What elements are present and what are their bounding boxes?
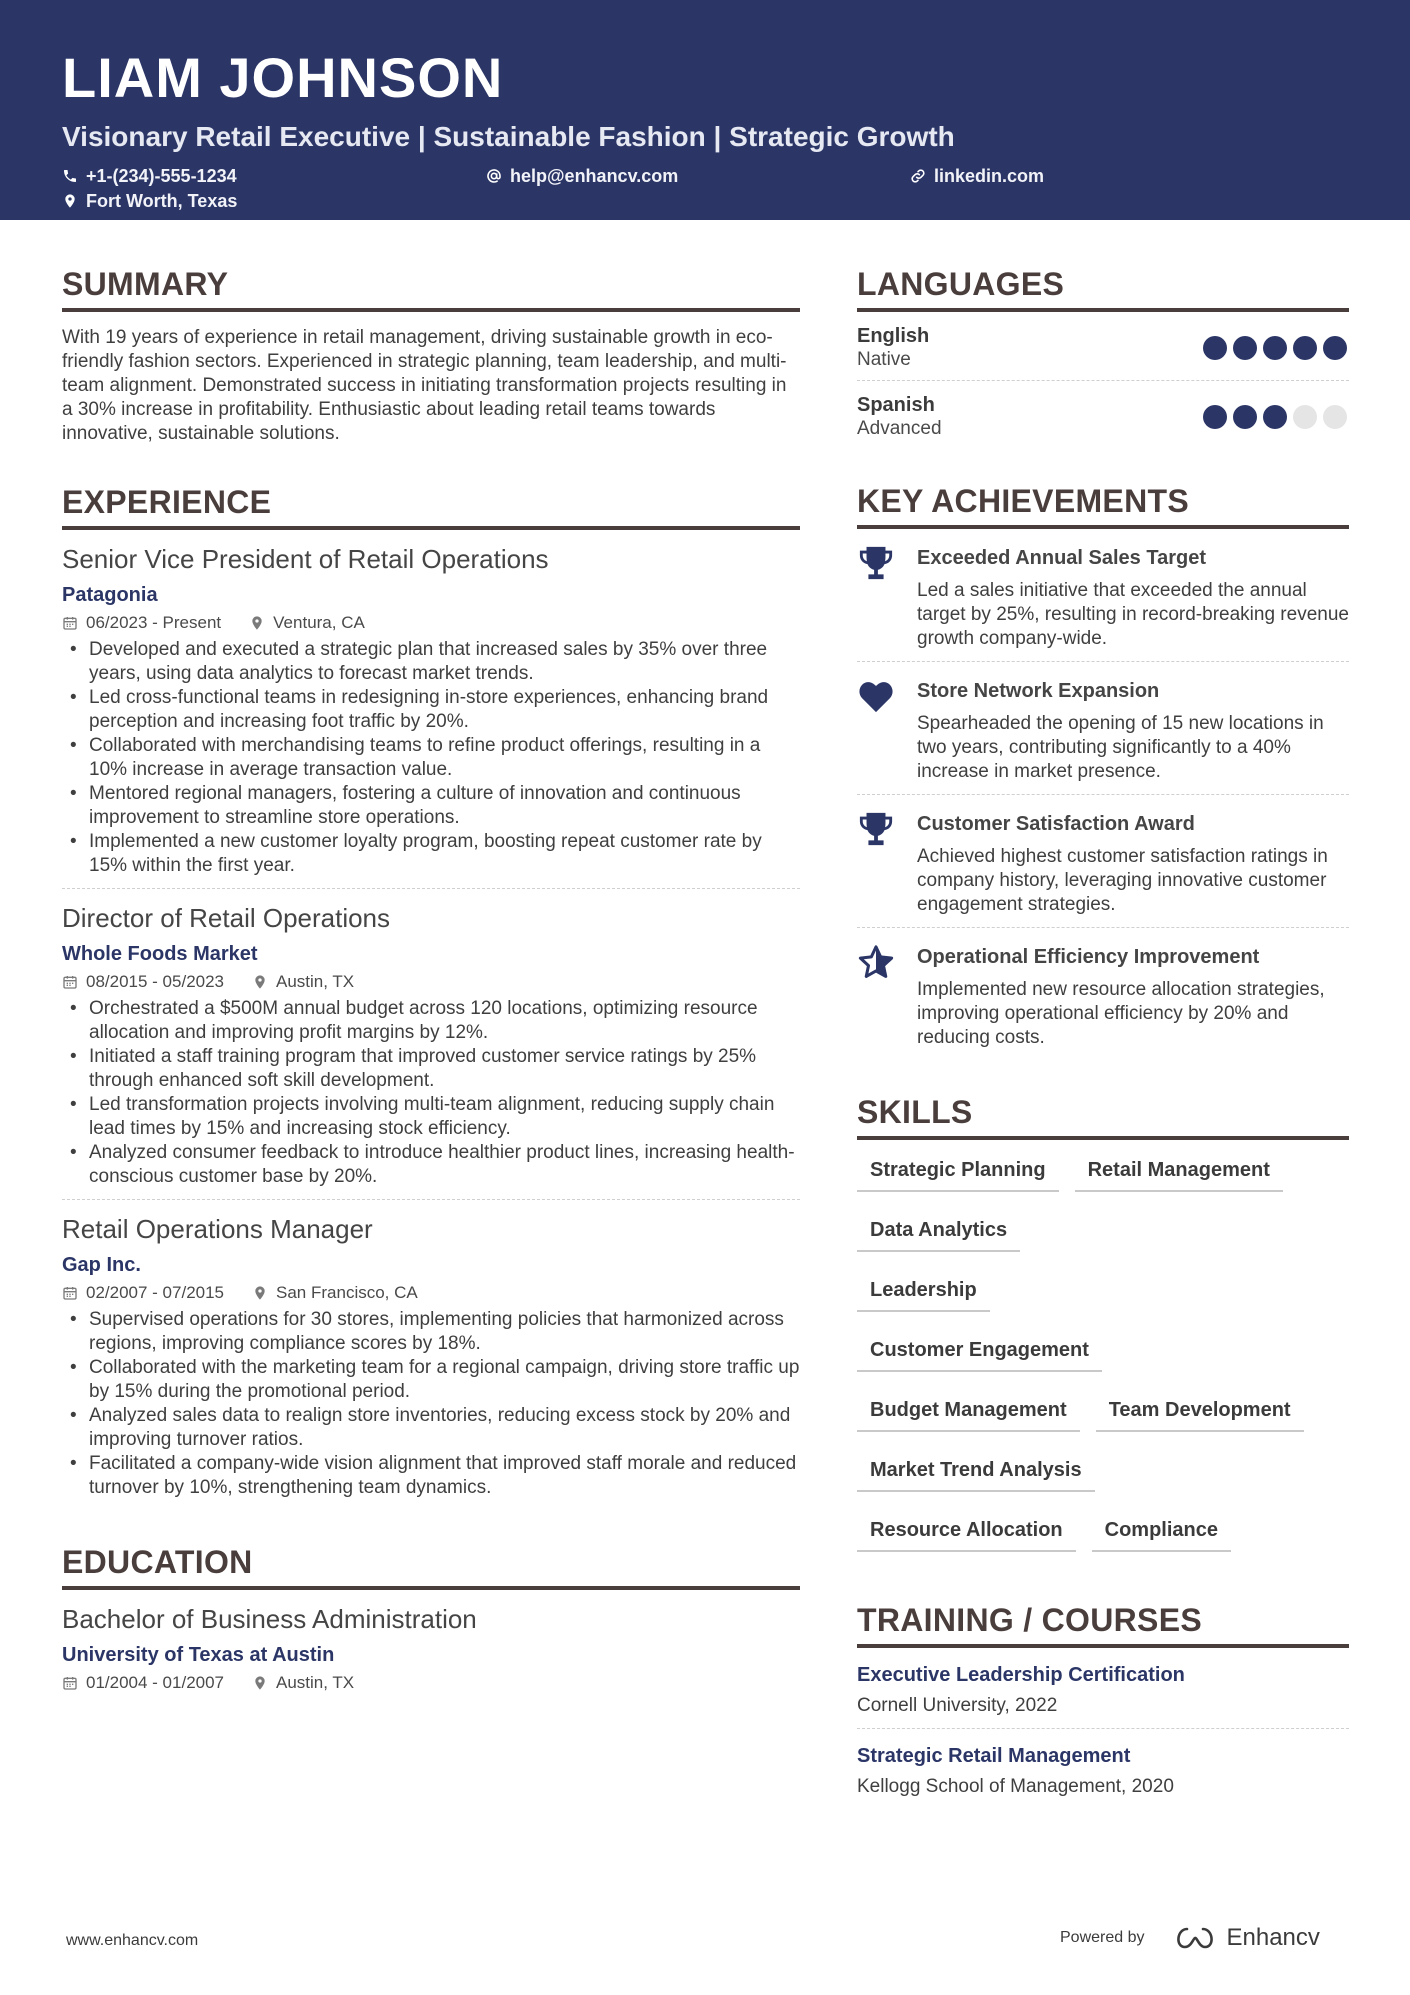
summary-heading: SUMMARY <box>62 262 800 312</box>
course-institution: Kellogg School of Management, 2020 <box>857 1776 1174 1797</box>
languages-heading: LANGUAGES <box>857 262 1349 312</box>
job-entry <box>62 1200 800 1510</box>
education-dates <box>62 1672 224 1694</box>
course-institution: Cornell University, 2022 <box>857 1695 1058 1716</box>
left-column <box>62 262 800 1738</box>
achievement-desc: Implemented new resource allocation strategies, improving operational efficiency by 20% and reducing costs. <box>917 979 1325 1048</box>
education-section <box>62 1540 800 1704</box>
email-text: help@enhancv.com <box>510 165 679 186</box>
company-name: Gap Inc. <box>62 1254 141 1276</box>
job-title: Director of Retail Operations <box>62 903 391 933</box>
rating-dot-empty <box>1323 405 1347 429</box>
location-pin-icon <box>252 1285 268 1301</box>
rating-dot-filled <box>1293 336 1317 360</box>
achievements-heading: KEY ACHIEVEMENTS <box>857 479 1349 529</box>
calendar-icon <box>62 1675 78 1691</box>
achievement-item <box>857 529 1349 662</box>
candidate-headline: Visionary Retail Executive | Sustainable Fashion | Strategic Growth <box>62 121 955 152</box>
rating-dot-filled <box>1203 336 1227 360</box>
calendar-icon <box>62 615 78 631</box>
bullet-item: • Led transformation projects involving multi-team alignment, reducing supply chain lead times by 15% and increasing stock efficiency. <box>62 1093 800 1141</box>
rating-dot-empty <box>1293 405 1317 429</box>
bullet-item: • Led cross-functional teams in redesigning in-store experiences, enhancing brand perception and increasing foot traffic by 20%. <box>62 686 800 734</box>
brand-name: Enhancv <box>1226 1924 1320 1951</box>
bullet-item: • Analyzed sales data to realign store inventories, reducing excess stock by 20% and improving turnover ratios. <box>62 1404 800 1452</box>
rating-dot-filled <box>1263 336 1287 360</box>
achievement-item <box>857 928 1349 1060</box>
bullet-item: • Mentored regional managers, fostering a culture of innovation and continuous improvement to streamline store operations. <box>62 782 800 830</box>
school-name: University of Texas at Austin <box>62 1644 335 1666</box>
enhancv-logo[interactable] <box>1171 1924 1320 1952</box>
job-dates-text: 08/2015 - 05/2023 <box>86 972 225 991</box>
training-section <box>857 1598 1349 1809</box>
job-meta <box>62 1282 800 1304</box>
calendar-icon <box>62 1285 78 1301</box>
job-location <box>252 1282 418 1304</box>
contact-location <box>62 189 237 213</box>
skill-tag: Compliance <box>1092 1512 1231 1552</box>
heart-icon <box>857 678 917 784</box>
course-item <box>857 1729 1349 1809</box>
skill-tag: Team Development <box>1096 1392 1304 1432</box>
experience-heading: EXPERIENCE <box>62 480 800 530</box>
contact-linkedin[interactable] <box>910 164 1044 188</box>
company-name: Patagonia <box>62 584 158 606</box>
contact-email[interactable] <box>486 164 678 188</box>
trophy-icon <box>857 811 917 917</box>
right-column <box>857 262 1349 1843</box>
job-dates-text: 06/2023 - Present <box>86 613 222 632</box>
location-pin-icon <box>252 1675 268 1691</box>
language-level: Native <box>857 349 911 370</box>
phone-icon <box>62 168 78 184</box>
job-entry <box>62 530 800 889</box>
skill-tag: Budget Management <box>857 1392 1080 1432</box>
achievement-desc: Spearheaded the opening of 15 new locations in two years, contributing significantly to a 40% increase in market presence. <box>917 713 1324 782</box>
job-location-text: San Francisco, CA <box>276 1283 418 1302</box>
job-location-text: Austin, TX <box>276 972 355 991</box>
language-level: Advanced <box>857 418 942 439</box>
education-location-text: Austin, TX <box>276 1673 355 1692</box>
job-dates <box>62 612 221 634</box>
language-item <box>857 312 1349 381</box>
education-location <box>252 1672 354 1694</box>
degree-title: Bachelor of Business Administration <box>62 1604 477 1634</box>
job-meta <box>62 971 800 993</box>
contact-phone <box>62 164 237 188</box>
rating-dot-filled <box>1323 336 1347 360</box>
achievement-title: Exceeded Annual Sales Target <box>917 547 1206 569</box>
rating-dot-filled <box>1233 405 1257 429</box>
achievement-item <box>857 795 1349 928</box>
training-heading: TRAINING / COURSES <box>857 1598 1349 1648</box>
language-name: Spanish <box>857 394 935 416</box>
language-name: English <box>857 325 930 347</box>
bullet-item: • Supervised operations for 30 stores, implementing policies that harmonized across regions, improving compliance scores by 18%. <box>62 1308 800 1356</box>
achievement-desc: Achieved highest customer satisfaction ratings in company history, leveraging innovative customer engagement strategies. <box>917 846 1328 915</box>
job-title: Senior Vice President of Retail Operations <box>62 544 549 574</box>
skill-tag: Customer Engagement <box>857 1332 1102 1372</box>
course-title: Strategic Retail Management <box>857 1745 1131 1767</box>
bullet-item: • Facilitated a company-wide vision alignment that improved staff morale and reduced turnover by 10%, strengthening team dynamics. <box>62 1452 800 1500</box>
summary-section <box>62 262 800 446</box>
powered-by-label: Powered by <box>1060 1929 1145 1946</box>
job-dates <box>62 971 224 993</box>
education-meta <box>62 1672 800 1694</box>
job-location-text: Ventura, CA <box>273 613 365 632</box>
experience-section <box>62 480 800 1510</box>
job-entry <box>62 889 800 1200</box>
enhancv-logo-icon <box>1171 1925 1219 1951</box>
bullet-item: • Implemented a new customer loyalty program, boosting repeat customer rate by 15% within the first year. <box>62 830 800 878</box>
skill-tag: Leadership <box>857 1272 990 1312</box>
education-entry <box>62 1590 800 1704</box>
contact-info <box>62 164 1348 224</box>
achievements-section <box>857 479 1349 1060</box>
job-title: Retail Operations Manager <box>62 1214 373 1244</box>
skill-tag: Resource Allocation <box>857 1512 1076 1552</box>
at-sign-icon <box>486 168 502 184</box>
footer-branding <box>1060 1924 1320 1952</box>
job-bullets <box>62 1308 800 1500</box>
footer-website[interactable]: www.enhancv.com <box>66 1932 199 1949</box>
phone-text: +1-(234)-555-1234 <box>86 165 237 186</box>
job-dates <box>62 1282 224 1304</box>
link-icon <box>910 168 926 184</box>
location-pin-icon <box>249 615 265 631</box>
rating-dot-filled <box>1233 336 1257 360</box>
location-text: Fort Worth, Texas <box>86 190 238 211</box>
location-pin-icon <box>62 193 78 209</box>
bullet-item: • Analyzed consumer feedback to introduce healthier product lines, increasing health-conscious customer base by 20%. <box>62 1141 800 1189</box>
skills-heading: SKILLS <box>857 1090 1349 1140</box>
achievement-title: Store Network Expansion <box>917 680 1160 702</box>
candidate-name: LIAM JOHNSON <box>62 46 504 109</box>
language-item <box>857 381 1349 449</box>
skill-tag: Market Trend Analysis <box>857 1452 1095 1492</box>
course-item <box>857 1648 1349 1729</box>
skill-tag: Strategic Planning <box>857 1152 1059 1192</box>
bullet-item: • Collaborated with merchandising teams to refine product offerings, resulting in a 10% increase in average transaction value. <box>62 734 800 782</box>
language-rating <box>1203 405 1347 429</box>
achievement-item <box>857 662 1349 795</box>
bullet-item: • Initiated a staff training program that improved customer service ratings by 25% through enhanced soft skill development. <box>62 1045 800 1093</box>
skills-list <box>857 1152 1349 1572</box>
skill-tag: Data Analytics <box>857 1212 1020 1252</box>
bullet-item: • Developed and executed a strategic plan that increased sales by 35% over three years, using data analytics to forecast market trends. <box>62 638 800 686</box>
rating-dot-filled <box>1203 405 1227 429</box>
achievement-desc: Led a sales initiative that exceeded the annual target by 25%, resulting in record-breaking revenue growth company-wide. <box>917 580 1349 649</box>
languages-section <box>857 262 1349 449</box>
job-location <box>249 612 365 634</box>
language-rating <box>1203 336 1347 360</box>
achievement-title: Customer Satisfaction Award <box>917 813 1195 835</box>
job-bullets <box>62 638 800 878</box>
job-bullets <box>62 997 800 1189</box>
bullet-item: • Collaborated with the marketing team for a regional campaign, driving store traffic up by 15% during the promotional period. <box>62 1356 800 1404</box>
achievement-title: Operational Efficiency Improvement <box>917 946 1260 968</box>
rating-dot-filled <box>1263 405 1287 429</box>
trophy-icon <box>857 545 917 651</box>
job-location <box>252 971 354 993</box>
bullet-item: • Orchestrated a $500M annual budget across 120 locations, optimizing resource allocation and improving profit margins by 12%. <box>62 997 800 1045</box>
resume-header <box>0 0 1410 220</box>
skill-tag: Retail Management <box>1075 1152 1283 1192</box>
company-name: Whole Foods Market <box>62 943 258 965</box>
star-icon <box>857 944 917 1050</box>
job-meta <box>62 612 800 634</box>
job-dates-text: 02/2007 - 07/2015 <box>86 1283 225 1302</box>
calendar-icon <box>62 974 78 990</box>
education-dates-text: 01/2004 - 01/2007 <box>86 1673 225 1692</box>
summary-text: With 19 years of experience in retail management, driving sustainable growth in eco-friendly fashion sectors. Experienced in strategic planning, team leadership, and multi-team alignment. Demonstrated success in initiating transformation projects resulting in a 30% increase in profitability. Enthusiastic about leading retail teams towards innovative, sustainable solutions. <box>62 327 787 444</box>
skills-section <box>857 1090 1349 1572</box>
education-heading: EDUCATION <box>62 1540 800 1590</box>
course-title: Executive Leadership Certification <box>857 1664 1185 1686</box>
location-pin-icon <box>252 974 268 990</box>
linkedin-text: linkedin.com <box>934 165 1045 186</box>
